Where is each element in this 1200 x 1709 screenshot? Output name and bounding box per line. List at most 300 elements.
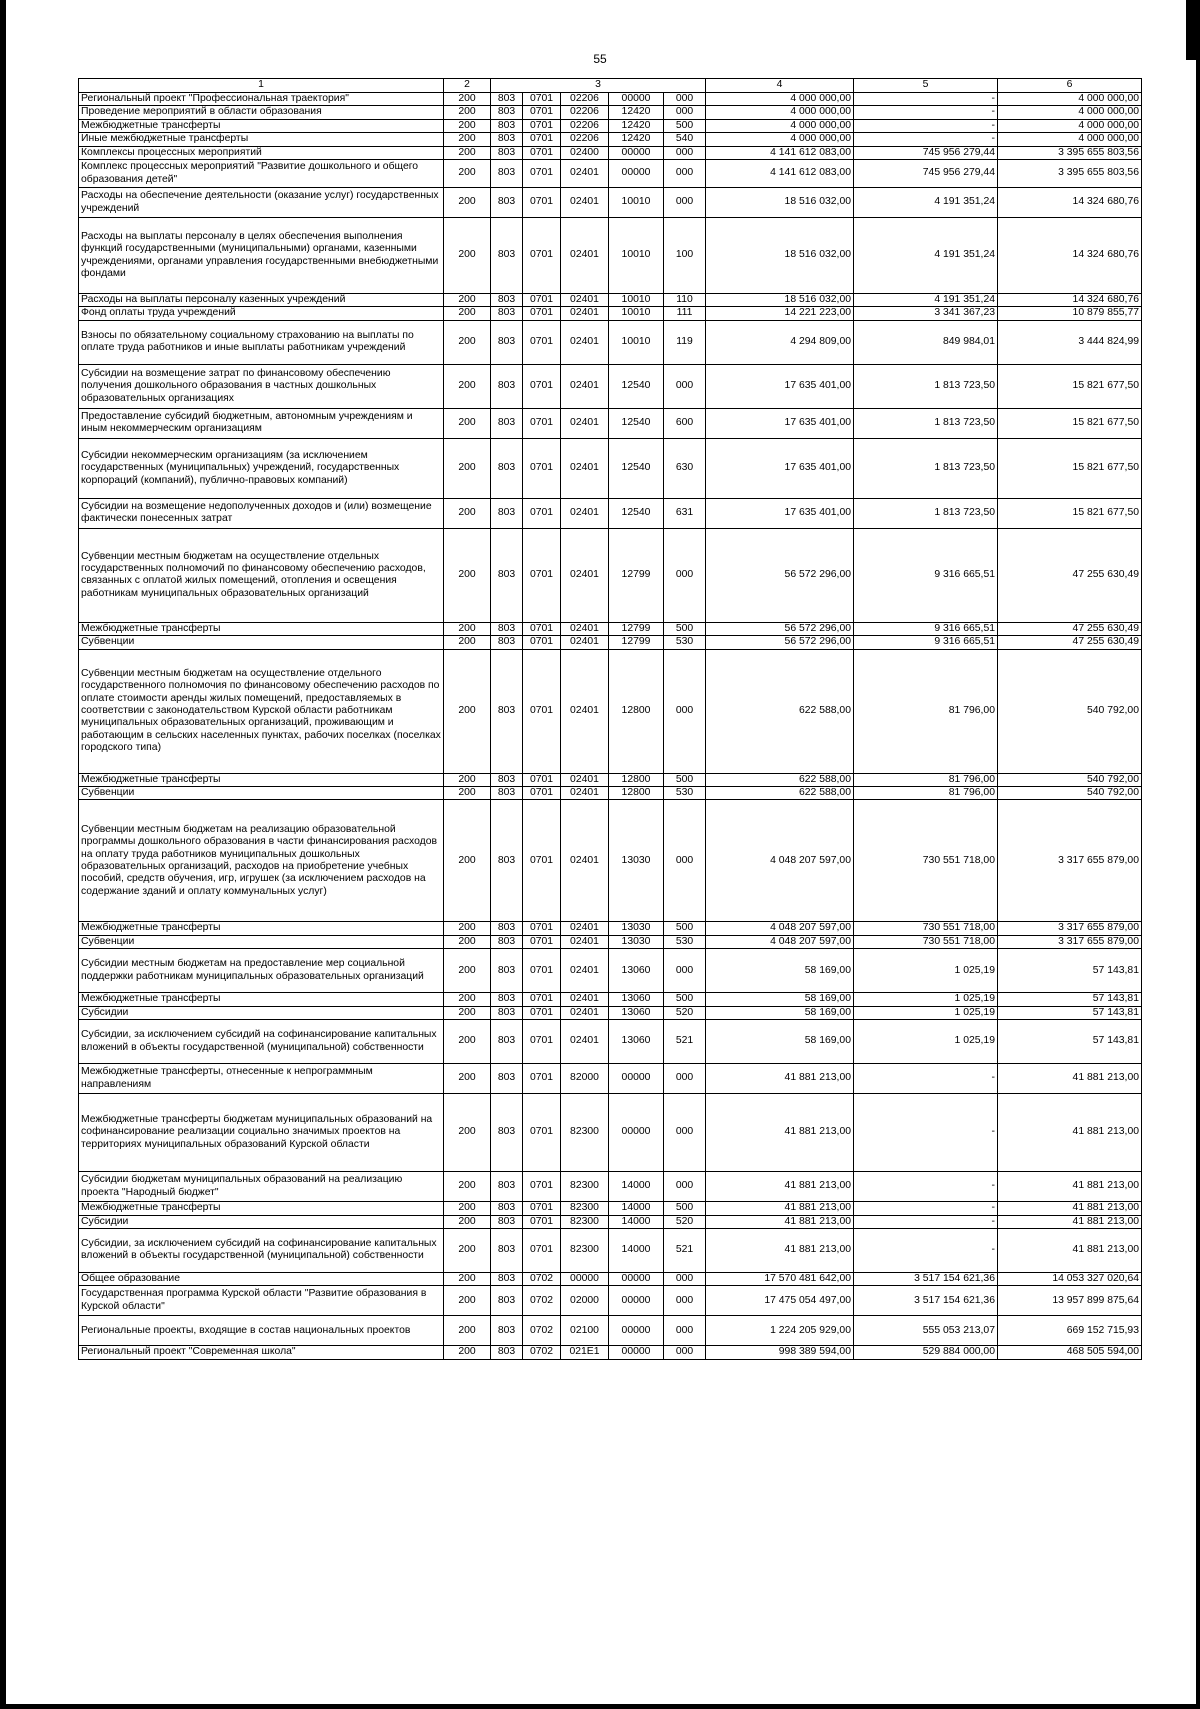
table-row bbox=[79, 1316, 1142, 1346]
row-executed: 1 813 723,50 bbox=[854, 408, 998, 438]
row-chapter-code: 803 bbox=[491, 773, 523, 786]
row-remaining: 4 000 000,00 bbox=[998, 106, 1142, 119]
row-target-code: 02401 bbox=[561, 1006, 609, 1019]
row-target-subcode: 12799 bbox=[609, 636, 664, 649]
row-approved: 4 048 207 597,00 bbox=[706, 800, 854, 922]
row-section-code: 0701 bbox=[523, 1094, 561, 1172]
row-target-code: 00000 bbox=[561, 1272, 609, 1285]
row-admin-code: 200 bbox=[444, 1064, 491, 1094]
row-chapter-code: 803 bbox=[491, 1215, 523, 1228]
row-expense-type: 119 bbox=[664, 320, 706, 364]
row-executed: 81 796,00 bbox=[854, 787, 998, 800]
row-remaining: 47 255 630,49 bbox=[998, 528, 1142, 622]
row-name: Расходы на выплаты персоналу казенных учреждений bbox=[79, 294, 444, 307]
row-expense-type: 000 bbox=[664, 160, 706, 188]
row-approved: 4 048 207 597,00 bbox=[706, 922, 854, 935]
row-target-code: 02100 bbox=[561, 1316, 609, 1346]
row-approved: 58 169,00 bbox=[706, 949, 854, 993]
table-row bbox=[79, 1172, 1142, 1202]
row-target-subcode: 12420 bbox=[609, 133, 664, 146]
row-executed: 9 316 665,51 bbox=[854, 528, 998, 622]
table-row bbox=[79, 294, 1142, 307]
row-remaining: 669 152 715,93 bbox=[998, 1316, 1142, 1346]
row-section-code: 0701 bbox=[523, 922, 561, 935]
row-executed: - bbox=[854, 106, 998, 119]
row-target-code: 02206 bbox=[561, 119, 609, 132]
table-row bbox=[79, 438, 1142, 498]
row-remaining: 14 324 680,76 bbox=[998, 188, 1142, 218]
row-admin-code: 200 bbox=[444, 364, 491, 408]
table-row bbox=[79, 1006, 1142, 1019]
header-col-4: 4 bbox=[706, 79, 854, 93]
row-section-code: 0701 bbox=[523, 1228, 561, 1272]
table-row bbox=[79, 106, 1142, 119]
row-admin-code: 200 bbox=[444, 528, 491, 622]
row-target-subcode: 10010 bbox=[609, 307, 664, 320]
row-name: Субвенции bbox=[79, 935, 444, 948]
row-expense-type: 000 bbox=[664, 93, 706, 106]
header-col-1: 1 bbox=[79, 79, 444, 93]
row-approved: 17 475 054 497,00 bbox=[706, 1286, 854, 1316]
row-remaining: 4 000 000,00 bbox=[998, 133, 1142, 146]
row-approved: 17 635 401,00 bbox=[706, 364, 854, 408]
row-name: Субвенции bbox=[79, 636, 444, 649]
row-remaining: 57 143,81 bbox=[998, 949, 1142, 993]
row-section-code: 0702 bbox=[523, 1316, 561, 1346]
row-section-code: 0701 bbox=[523, 1215, 561, 1228]
row-chapter-code: 803 bbox=[491, 188, 523, 218]
table-row bbox=[79, 1215, 1142, 1228]
row-name: Субсидии бюджетам муниципальных образований на реализацию проекта "Народный бюджет" bbox=[79, 1172, 444, 1202]
row-target-subcode: 00000 bbox=[609, 93, 664, 106]
row-section-code: 0701 bbox=[523, 438, 561, 498]
row-approved: 41 881 213,00 bbox=[706, 1215, 854, 1228]
row-name: Общее образование bbox=[79, 1272, 444, 1285]
row-approved: 4 048 207 597,00 bbox=[706, 935, 854, 948]
row-executed: 9 316 665,51 bbox=[854, 622, 998, 635]
row-admin-code: 200 bbox=[444, 218, 491, 294]
row-executed: 4 191 351,24 bbox=[854, 188, 998, 218]
row-approved: 17 635 401,00 bbox=[706, 408, 854, 438]
row-chapter-code: 803 bbox=[491, 438, 523, 498]
row-executed: 1 813 723,50 bbox=[854, 364, 998, 408]
row-expense-type: 000 bbox=[664, 1346, 706, 1359]
row-target-subcode: 00000 bbox=[609, 1346, 664, 1359]
row-chapter-code: 803 bbox=[491, 307, 523, 320]
table-row bbox=[79, 188, 1142, 218]
row-approved: 4 000 000,00 bbox=[706, 106, 854, 119]
row-remaining: 4 000 000,00 bbox=[998, 93, 1142, 106]
row-target-code: 82300 bbox=[561, 1094, 609, 1172]
row-admin-code: 200 bbox=[444, 622, 491, 635]
row-expense-type: 000 bbox=[664, 364, 706, 408]
row-name: Субвенции bbox=[79, 787, 444, 800]
row-name: Субсидии bbox=[79, 1215, 444, 1228]
budget-table bbox=[78, 78, 1142, 1360]
row-expense-type: 500 bbox=[664, 622, 706, 635]
row-admin-code: 200 bbox=[444, 1006, 491, 1019]
table-row bbox=[79, 622, 1142, 635]
row-expense-type: 540 bbox=[664, 133, 706, 146]
row-chapter-code: 803 bbox=[491, 1272, 523, 1285]
row-target-code: 02401 bbox=[561, 438, 609, 498]
row-approved: 56 572 296,00 bbox=[706, 622, 854, 635]
row-name: Иные межбюджетные трансферты bbox=[79, 133, 444, 146]
table-row bbox=[79, 1272, 1142, 1285]
row-approved: 18 516 032,00 bbox=[706, 294, 854, 307]
row-approved: 4 141 612 083,00 bbox=[706, 146, 854, 159]
row-admin-code: 200 bbox=[444, 188, 491, 218]
row-executed: 730 551 718,00 bbox=[854, 935, 998, 948]
row-expense-type: 530 bbox=[664, 636, 706, 649]
row-remaining: 3 395 655 803,56 bbox=[998, 146, 1142, 159]
row-remaining: 15 821 677,50 bbox=[998, 408, 1142, 438]
row-executed: 1 025,19 bbox=[854, 993, 998, 1006]
row-executed: 730 551 718,00 bbox=[854, 922, 998, 935]
row-remaining: 4 000 000,00 bbox=[998, 119, 1142, 132]
table-row bbox=[79, 1020, 1142, 1064]
row-target-subcode: 12420 bbox=[609, 106, 664, 119]
row-target-subcode: 00000 bbox=[609, 1094, 664, 1172]
row-chapter-code: 803 bbox=[491, 949, 523, 993]
row-target-subcode: 12540 bbox=[609, 438, 664, 498]
row-executed: 3 517 154 621,36 bbox=[854, 1286, 998, 1316]
row-executed: 529 884 000,00 bbox=[854, 1346, 998, 1359]
row-target-code: 02401 bbox=[561, 622, 609, 635]
row-approved: 17 570 481 642,00 bbox=[706, 1272, 854, 1285]
row-name: Субсидии, за исключением субсидий на софинансирование капитальных вложений в объекты государственной (муниципальной) собственности bbox=[79, 1228, 444, 1272]
row-section-code: 0701 bbox=[523, 218, 561, 294]
row-admin-code: 200 bbox=[444, 160, 491, 188]
row-approved: 4 141 612 083,00 bbox=[706, 160, 854, 188]
row-chapter-code: 803 bbox=[491, 800, 523, 922]
row-name: Субвенции местным бюджетам на реализацию образовательной программы дошкольного образования в части финансирования расходов на оплату труда работников муниципальных дошкольных образовательных организаций, расходов на приобретение учебных пособий, средств обучения, игр, игрушек (за исключением расходов на содержание зданий и оплату коммунальных услуг) bbox=[79, 800, 444, 922]
row-target-code: 02401 bbox=[561, 528, 609, 622]
row-admin-code: 200 bbox=[444, 800, 491, 922]
row-target-code: 02401 bbox=[561, 800, 609, 922]
row-executed: 3 517 154 621,36 bbox=[854, 1272, 998, 1285]
row-approved: 14 221 223,00 bbox=[706, 307, 854, 320]
row-remaining: 41 881 213,00 bbox=[998, 1228, 1142, 1272]
row-target-subcode: 14000 bbox=[609, 1202, 664, 1215]
header-col-3: 3 bbox=[491, 79, 706, 93]
row-name: Субсидии bbox=[79, 1006, 444, 1019]
row-executed: 4 191 351,24 bbox=[854, 218, 998, 294]
row-approved: 41 881 213,00 bbox=[706, 1064, 854, 1094]
row-remaining: 540 792,00 bbox=[998, 773, 1142, 786]
row-target-subcode: 13030 bbox=[609, 922, 664, 935]
row-admin-code: 200 bbox=[444, 294, 491, 307]
row-executed: - bbox=[854, 1172, 998, 1202]
row-target-subcode: 12420 bbox=[609, 119, 664, 132]
row-section-code: 0701 bbox=[523, 307, 561, 320]
row-chapter-code: 803 bbox=[491, 922, 523, 935]
row-approved: 56 572 296,00 bbox=[706, 528, 854, 622]
row-target-subcode: 00000 bbox=[609, 1272, 664, 1285]
scan-edge-bottom bbox=[0, 1704, 1200, 1709]
row-admin-code: 200 bbox=[444, 1316, 491, 1346]
row-remaining: 41 881 213,00 bbox=[998, 1172, 1142, 1202]
row-approved: 58 169,00 bbox=[706, 1020, 854, 1064]
table-row bbox=[79, 320, 1142, 364]
row-remaining: 14 053 327 020,64 bbox=[998, 1272, 1142, 1285]
row-chapter-code: 803 bbox=[491, 1094, 523, 1172]
row-section-code: 0701 bbox=[523, 188, 561, 218]
row-chapter-code: 803 bbox=[491, 1346, 523, 1359]
row-section-code: 0701 bbox=[523, 622, 561, 635]
row-expense-type: 000 bbox=[664, 1094, 706, 1172]
row-admin-code: 200 bbox=[444, 408, 491, 438]
row-admin-code: 200 bbox=[444, 649, 491, 773]
header-col-2: 2 bbox=[444, 79, 491, 93]
row-name: Межбюджетные трансферты bbox=[79, 993, 444, 1006]
table-row bbox=[79, 160, 1142, 188]
row-remaining: 3 317 655 879,00 bbox=[998, 800, 1142, 922]
row-section-code: 0701 bbox=[523, 800, 561, 922]
row-admin-code: 200 bbox=[444, 1215, 491, 1228]
row-remaining: 3 444 824,99 bbox=[998, 320, 1142, 364]
row-remaining: 3 317 655 879,00 bbox=[998, 922, 1142, 935]
table-row bbox=[79, 307, 1142, 320]
row-target-subcode: 10010 bbox=[609, 218, 664, 294]
row-chapter-code: 803 bbox=[491, 528, 523, 622]
row-chapter-code: 803 bbox=[491, 364, 523, 408]
row-remaining: 41 881 213,00 bbox=[998, 1064, 1142, 1094]
row-expense-type: 000 bbox=[664, 1316, 706, 1346]
table-row bbox=[79, 364, 1142, 408]
table-row bbox=[79, 636, 1142, 649]
row-approved: 58 169,00 bbox=[706, 1006, 854, 1019]
row-admin-code: 200 bbox=[444, 1286, 491, 1316]
row-admin-code: 200 bbox=[444, 636, 491, 649]
row-chapter-code: 803 bbox=[491, 1064, 523, 1094]
row-section-code: 0701 bbox=[523, 320, 561, 364]
row-section-code: 0701 bbox=[523, 294, 561, 307]
row-remaining: 15 821 677,50 bbox=[998, 498, 1142, 528]
row-name: Межбюджетные трансферты bbox=[79, 622, 444, 635]
row-expense-type: 000 bbox=[664, 1064, 706, 1094]
row-section-code: 0702 bbox=[523, 1272, 561, 1285]
row-remaining: 57 143,81 bbox=[998, 1020, 1142, 1064]
row-section-code: 0701 bbox=[523, 1172, 561, 1202]
row-target-code: 02401 bbox=[561, 993, 609, 1006]
row-admin-code: 200 bbox=[444, 1346, 491, 1359]
row-name: Региональный проект "Современная школа" bbox=[79, 1346, 444, 1359]
row-expense-type: 500 bbox=[664, 773, 706, 786]
scan-edge-right bbox=[1196, 0, 1200, 1709]
row-executed: - bbox=[854, 1228, 998, 1272]
row-name: Субсидии некоммерческим организациям (за исключением государственных (муниципальных) учреждений, государственных корпораций (компаний), публично-правовых компаний) bbox=[79, 438, 444, 498]
table-row bbox=[79, 1094, 1142, 1172]
row-approved: 4 000 000,00 bbox=[706, 93, 854, 106]
row-executed: 1 813 723,50 bbox=[854, 498, 998, 528]
row-target-subcode: 13060 bbox=[609, 1006, 664, 1019]
row-target-code: 02401 bbox=[561, 320, 609, 364]
table-row bbox=[79, 935, 1142, 948]
row-name: Межбюджетные трансферты бюджетам муниципальных образований на софинансирование реализации социально значимых проектов на территориях муниципальных образований Курской области bbox=[79, 1094, 444, 1172]
row-executed: 1 025,19 bbox=[854, 1006, 998, 1019]
row-admin-code: 200 bbox=[444, 498, 491, 528]
row-section-code: 0701 bbox=[523, 649, 561, 773]
row-target-code: 02206 bbox=[561, 106, 609, 119]
row-section-code: 0701 bbox=[523, 146, 561, 159]
row-admin-code: 200 bbox=[444, 1172, 491, 1202]
row-approved: 17 635 401,00 bbox=[706, 438, 854, 498]
row-expense-type: 521 bbox=[664, 1020, 706, 1064]
row-expense-type: 000 bbox=[664, 649, 706, 773]
row-target-subcode: 12540 bbox=[609, 498, 664, 528]
row-target-subcode: 13060 bbox=[609, 993, 664, 1006]
table-row bbox=[79, 649, 1142, 773]
row-chapter-code: 803 bbox=[491, 294, 523, 307]
row-section-code: 0701 bbox=[523, 160, 561, 188]
row-chapter-code: 803 bbox=[491, 1316, 523, 1346]
row-name: Государственная программа Курской области "Развитие образования в Курской области" bbox=[79, 1286, 444, 1316]
row-name: Предоставление субсидий бюджетным, автономным учреждениям и иным некоммерческим организациям bbox=[79, 408, 444, 438]
row-target-subcode: 13060 bbox=[609, 1020, 664, 1064]
row-target-subcode: 12799 bbox=[609, 622, 664, 635]
row-target-subcode: 00000 bbox=[609, 160, 664, 188]
row-remaining: 41 881 213,00 bbox=[998, 1094, 1142, 1172]
row-target-code: 02401 bbox=[561, 408, 609, 438]
table-row bbox=[79, 800, 1142, 922]
row-target-code: 02401 bbox=[561, 949, 609, 993]
table-row bbox=[79, 93, 1142, 106]
table-row bbox=[79, 1202, 1142, 1215]
row-target-subcode: 10010 bbox=[609, 320, 664, 364]
row-target-code: 02401 bbox=[561, 188, 609, 218]
row-admin-code: 200 bbox=[444, 307, 491, 320]
table-row bbox=[79, 1228, 1142, 1272]
row-target-subcode: 10010 bbox=[609, 188, 664, 218]
row-section-code: 0701 bbox=[523, 364, 561, 408]
row-admin-code: 200 bbox=[444, 1228, 491, 1272]
row-remaining: 15 821 677,50 bbox=[998, 364, 1142, 408]
row-executed: 730 551 718,00 bbox=[854, 800, 998, 922]
row-executed: 3 341 367,23 bbox=[854, 307, 998, 320]
row-admin-code: 200 bbox=[444, 787, 491, 800]
row-target-code: 82300 bbox=[561, 1202, 609, 1215]
row-approved: 18 516 032,00 bbox=[706, 218, 854, 294]
row-expense-type: 000 bbox=[664, 949, 706, 993]
row-chapter-code: 803 bbox=[491, 320, 523, 364]
row-target-code: 02401 bbox=[561, 364, 609, 408]
row-expense-type: 000 bbox=[664, 1286, 706, 1316]
header-col-6: 6 bbox=[998, 79, 1142, 93]
row-target-code: 02401 bbox=[561, 922, 609, 935]
row-approved: 1 224 205 929,00 bbox=[706, 1316, 854, 1346]
row-expense-type: 521 bbox=[664, 1228, 706, 1272]
row-chapter-code: 803 bbox=[491, 649, 523, 773]
table-row bbox=[79, 498, 1142, 528]
row-executed: 81 796,00 bbox=[854, 649, 998, 773]
row-target-subcode: 12540 bbox=[609, 364, 664, 408]
row-executed: - bbox=[854, 1215, 998, 1228]
row-name: Субвенции местным бюджетам на осуществление отдельного государственного полномочия по финансовому обеспечению расходов по оплате стоимости аренды жилых помещений, предоставляемых в соответствии с законодательством Курской области работникам муниципальных образовательных организаций, проживающим и работающим в сельских населенных пунктах, рабочих поселках (поселках городского типа) bbox=[79, 649, 444, 773]
row-remaining: 540 792,00 bbox=[998, 649, 1142, 773]
table-row bbox=[79, 1064, 1142, 1094]
row-target-subcode: 12799 bbox=[609, 528, 664, 622]
row-section-code: 0701 bbox=[523, 1020, 561, 1064]
row-section-code: 0701 bbox=[523, 119, 561, 132]
row-remaining: 13 957 899 875,64 bbox=[998, 1286, 1142, 1316]
row-name: Расходы на выплаты персоналу в целях обеспечения выполнения функций государственными (муниципальными) органами, казенными учреждениями, органами управления государственными внебюджетными фондами bbox=[79, 218, 444, 294]
row-approved: 41 881 213,00 bbox=[706, 1172, 854, 1202]
row-expense-type: 000 bbox=[664, 1172, 706, 1202]
row-target-code: 02401 bbox=[561, 636, 609, 649]
row-admin-code: 200 bbox=[444, 320, 491, 364]
row-section-code: 0701 bbox=[523, 949, 561, 993]
row-name: Комплексы процессных мероприятий bbox=[79, 146, 444, 159]
row-target-code: 021E1 bbox=[561, 1346, 609, 1359]
row-chapter-code: 803 bbox=[491, 622, 523, 635]
row-executed: - bbox=[854, 1064, 998, 1094]
table-row bbox=[79, 119, 1142, 132]
row-name: Субсидии, за исключением субсидий на софинансирование капитальных вложений в объекты государственной (муниципальной) собственности bbox=[79, 1020, 444, 1064]
row-admin-code: 200 bbox=[444, 1202, 491, 1215]
row-section-code: 0701 bbox=[523, 773, 561, 786]
row-chapter-code: 803 bbox=[491, 1020, 523, 1064]
row-executed: 9 316 665,51 bbox=[854, 636, 998, 649]
row-executed: 81 796,00 bbox=[854, 773, 998, 786]
row-section-code: 0701 bbox=[523, 498, 561, 528]
row-name: Субсидии на возмещение затрат по финансовому обеспечению получения дошкольного образования в частных дошкольных образовательных организациях bbox=[79, 364, 444, 408]
table-row bbox=[79, 787, 1142, 800]
row-target-code: 82000 bbox=[561, 1064, 609, 1094]
row-chapter-code: 803 bbox=[491, 1228, 523, 1272]
row-target-code: 02401 bbox=[561, 1020, 609, 1064]
row-executed: - bbox=[854, 119, 998, 132]
row-section-code: 0701 bbox=[523, 1006, 561, 1019]
row-section-code: 0701 bbox=[523, 528, 561, 622]
row-section-code: 0701 bbox=[523, 993, 561, 1006]
table-row bbox=[79, 408, 1142, 438]
row-chapter-code: 803 bbox=[491, 119, 523, 132]
row-approved: 998 389 594,00 bbox=[706, 1346, 854, 1359]
row-expense-type: 500 bbox=[664, 993, 706, 1006]
row-approved: 622 588,00 bbox=[706, 649, 854, 773]
row-name: Межбюджетные трансферты, отнесенные к непрограммным направлениям bbox=[79, 1064, 444, 1094]
row-section-code: 0701 bbox=[523, 1202, 561, 1215]
row-remaining: 468 505 594,00 bbox=[998, 1346, 1142, 1359]
table-row bbox=[79, 922, 1142, 935]
row-chapter-code: 803 bbox=[491, 106, 523, 119]
row-admin-code: 200 bbox=[444, 1020, 491, 1064]
row-approved: 622 588,00 bbox=[706, 773, 854, 786]
row-section-code: 0701 bbox=[523, 106, 561, 119]
row-expense-type: 110 bbox=[664, 294, 706, 307]
row-admin-code: 200 bbox=[444, 1094, 491, 1172]
row-target-code: 02401 bbox=[561, 649, 609, 773]
row-chapter-code: 803 bbox=[491, 1202, 523, 1215]
row-approved: 17 635 401,00 bbox=[706, 498, 854, 528]
row-admin-code: 200 bbox=[444, 146, 491, 159]
row-chapter-code: 803 bbox=[491, 935, 523, 948]
row-expense-type: 530 bbox=[664, 935, 706, 948]
row-target-code: 02400 bbox=[561, 146, 609, 159]
row-section-code: 0701 bbox=[523, 787, 561, 800]
row-chapter-code: 803 bbox=[491, 408, 523, 438]
row-remaining: 41 881 213,00 bbox=[998, 1202, 1142, 1215]
row-target-code: 02401 bbox=[561, 773, 609, 786]
row-remaining: 15 821 677,50 bbox=[998, 438, 1142, 498]
row-admin-code: 200 bbox=[444, 106, 491, 119]
row-approved: 4 000 000,00 bbox=[706, 119, 854, 132]
row-chapter-code: 803 bbox=[491, 1006, 523, 1019]
row-target-subcode: 12800 bbox=[609, 649, 664, 773]
row-name: Межбюджетные трансферты bbox=[79, 1202, 444, 1215]
row-section-code: 0702 bbox=[523, 1286, 561, 1316]
